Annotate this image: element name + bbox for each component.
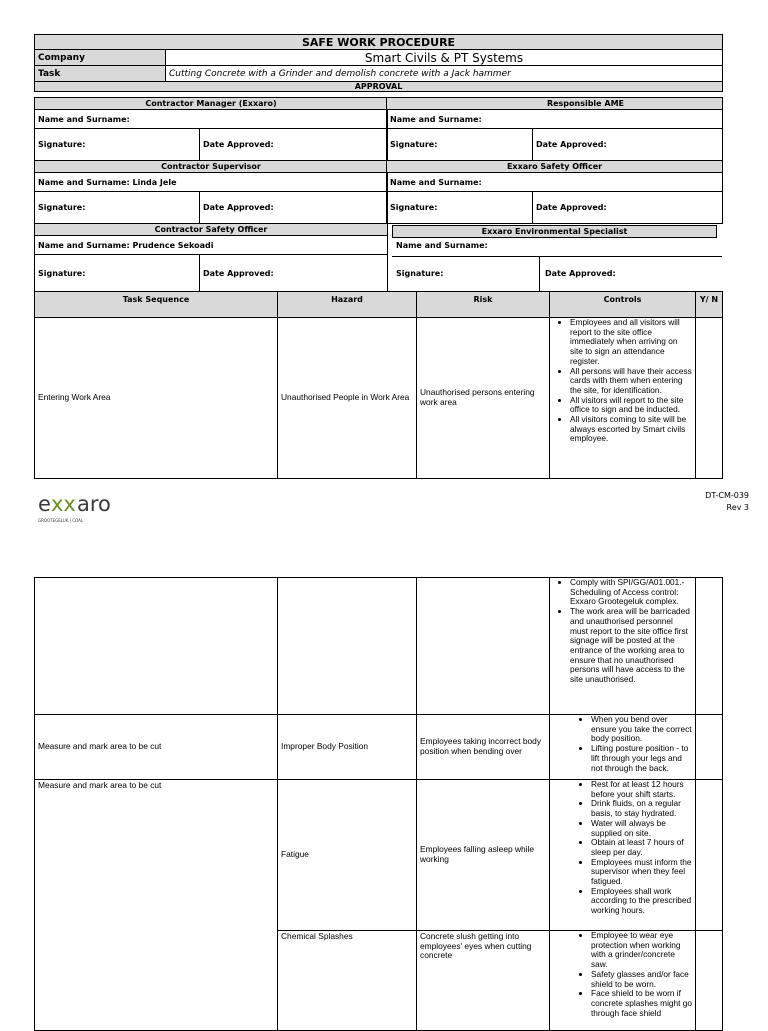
approval-right-lower bbox=[392, 225, 717, 291]
date-approved-field: Date Approved: bbox=[533, 192, 723, 224]
approval-left bbox=[34, 97, 388, 292]
svg-text:xx: xx bbox=[51, 492, 76, 516]
column-header-task-sequence: Task Sequence bbox=[35, 292, 278, 318]
risk-cell: Employees taking incorrect body position when bending over bbox=[417, 715, 550, 780]
risk-cell: Concrete slush getting into employees' eyes when cutting concrete bbox=[417, 931, 550, 1031]
signature-field: Signature: bbox=[396, 269, 444, 278]
svg-text:e: e bbox=[38, 492, 51, 516]
task-sequence-cell: Measure and mark area to be cut bbox=[35, 715, 278, 780]
exxaro-safety-officer-heading: Exxaro Safety Officer bbox=[387, 161, 723, 173]
exxaro-logo-icon bbox=[38, 489, 111, 525]
yn-cell[interactable] bbox=[696, 715, 723, 780]
yn-cell[interactable] bbox=[696, 931, 723, 1031]
column-header-controls: Controls bbox=[550, 292, 696, 318]
company-value: Smart Civils & PT Systems bbox=[166, 50, 723, 66]
name-field: Name and Surname: Prudence Sekoadi bbox=[35, 236, 388, 255]
controls-cell bbox=[550, 715, 696, 780]
controls-list bbox=[553, 578, 692, 685]
list-item: • Water will always be supplied on site. bbox=[591, 819, 692, 838]
table-row bbox=[35, 318, 723, 479]
hazard-cell: Chemical Splashes bbox=[278, 931, 417, 1031]
controls-list bbox=[553, 780, 692, 916]
header-table bbox=[34, 34, 723, 92]
controls-list bbox=[553, 715, 692, 773]
risk-cell bbox=[417, 578, 550, 715]
approval-right-upper bbox=[386, 97, 723, 224]
list-item: • Comply with SPI/GG/A01.001.- Scheduling of Access control: Exxaro Grootegeluk complex. bbox=[570, 578, 692, 607]
list-item: • Drink fluids, on a regular basis, to stay hydrated. bbox=[591, 799, 692, 818]
contractor-supervisor-heading: Contractor Supervisor bbox=[35, 161, 388, 173]
controls-cell bbox=[550, 931, 696, 1031]
name-field: Name and Surname: bbox=[387, 110, 723, 129]
name-field: Name and Surname: bbox=[387, 173, 723, 192]
signature-field: Signature: bbox=[35, 255, 200, 292]
list-item: • Rest for at least 12 hours before your shift starts. bbox=[591, 780, 692, 799]
column-header-risk: Risk bbox=[417, 292, 550, 318]
task-table-page2 bbox=[34, 577, 723, 1031]
list-item: • The work area will be barricaded and unauthorised personnel must report to the site office first signage will be posted at the entrance of the working area to ensure that no unauthorised persons will have access to the site unauthorised. bbox=[570, 607, 692, 685]
contractor-manager-heading: Contractor Manager (Exxaro) bbox=[35, 98, 388, 110]
controls-cell bbox=[550, 318, 696, 479]
column-header-yn: Y/ N bbox=[696, 292, 723, 318]
company-logo bbox=[38, 489, 111, 529]
list-item: • When you bend over ensure you take the correct body position. bbox=[591, 715, 692, 744]
task-label: Task bbox=[35, 66, 166, 82]
approval-heading: APPROVAL bbox=[35, 82, 723, 92]
hazard-cell bbox=[278, 578, 417, 715]
list-item: • All visitors coming to site will be always escorted by Smart civils employee. bbox=[570, 415, 692, 444]
svg-text:aro: aro bbox=[77, 492, 111, 516]
name-field: Name and Surname: bbox=[35, 110, 388, 129]
controls-cell bbox=[550, 578, 696, 715]
divider bbox=[392, 256, 722, 257]
table-row bbox=[35, 715, 723, 780]
document-title: SAFE WORK PROCEDURE bbox=[35, 35, 723, 50]
exxaro-env-specialist-heading: Exxaro Environmental Specialist bbox=[392, 225, 717, 238]
task-table-page1 bbox=[34, 291, 723, 479]
hazard-cell: Improper Body Position bbox=[278, 715, 417, 780]
list-item: • Employee to wear eye protection when working with a grinder/concrete saw. bbox=[591, 931, 692, 970]
list-item: • Lifting posture position - to lift through your legs and not through the back. bbox=[591, 744, 692, 773]
task-sequence-cell: Entering Work Area bbox=[35, 318, 278, 479]
list-item: • Face shield to be worn if concrete splashes might go through face shield bbox=[591, 989, 692, 1018]
date-approved-field: Date Approved: bbox=[533, 129, 723, 161]
task-sequence-cell bbox=[35, 578, 278, 715]
doc-code: DT-CM-039 bbox=[705, 491, 749, 500]
list-item: • Employees must inform the supervisor when they feel fatigued. bbox=[591, 858, 692, 887]
list-item: • Safety glasses and/or face shield to be worn. bbox=[591, 970, 692, 989]
name-field: Name and Surname: Linda Jele bbox=[35, 173, 388, 192]
list-item: • Employees shall work according to the prescribed working hours. bbox=[591, 887, 692, 916]
date-approved-field: Date Approved: bbox=[200, 129, 388, 161]
date-approved-field: Date Approved: bbox=[545, 269, 616, 278]
column-header-hazard: Hazard bbox=[278, 292, 417, 318]
signature-field: Signature: bbox=[35, 129, 200, 161]
date-approved-field: Date Approved: bbox=[200, 192, 388, 224]
hazard-cell: Fatigue bbox=[278, 780, 417, 931]
list-item: • Obtain at least 7 hours of sleep per day. bbox=[591, 838, 692, 857]
task-sequence-cell: Measure and mark area to be cut bbox=[35, 780, 278, 1031]
document-reference bbox=[705, 490, 749, 514]
list-item: • All visitors will report to the site office to sign and be inducted. bbox=[570, 396, 692, 415]
controls-list bbox=[553, 318, 692, 444]
svg-text:GROOTEGELUK | COAL: GROOTEGELUK | COAL bbox=[38, 518, 84, 523]
company-label: Company bbox=[35, 50, 166, 66]
task-value: Cutting Concrete with a Grinder and demolish concrete with a Jack hammer bbox=[166, 66, 723, 82]
yn-cell[interactable] bbox=[696, 318, 723, 479]
table-row bbox=[35, 578, 723, 715]
divider bbox=[539, 256, 540, 291]
controls-list bbox=[553, 931, 692, 1018]
table-row bbox=[35, 780, 723, 931]
approval-section bbox=[34, 97, 722, 291]
risk-cell: Employees falling asleep while working bbox=[417, 780, 550, 931]
signature-field: Signature: bbox=[35, 192, 200, 224]
revision: Rev 3 bbox=[726, 503, 749, 512]
yn-cell[interactable] bbox=[696, 780, 723, 931]
signature-field: Signature: bbox=[387, 192, 533, 224]
signature-field: Signature: bbox=[387, 129, 533, 161]
date-approved-field: Date Approved: bbox=[200, 255, 388, 292]
name-field: Name and Surname: bbox=[396, 241, 488, 250]
hazard-cell: Unauthorised People in Work Area bbox=[278, 318, 417, 479]
controls-cell bbox=[550, 780, 696, 931]
contractor-safety-officer-heading: Contractor Safety Officer bbox=[35, 224, 388, 236]
responsible-ame-heading: Responsible AME bbox=[387, 98, 723, 110]
risk-cell: Unauthorised persons entering work area bbox=[417, 318, 550, 479]
yn-cell[interactable] bbox=[696, 578, 723, 715]
list-item: • All persons will have their access cards with them when entering the site, for identification. bbox=[570, 367, 692, 396]
list-item: • Employees and all visitors will report to the site office immediately when arriving on site to sign an attendance register. bbox=[570, 318, 692, 367]
